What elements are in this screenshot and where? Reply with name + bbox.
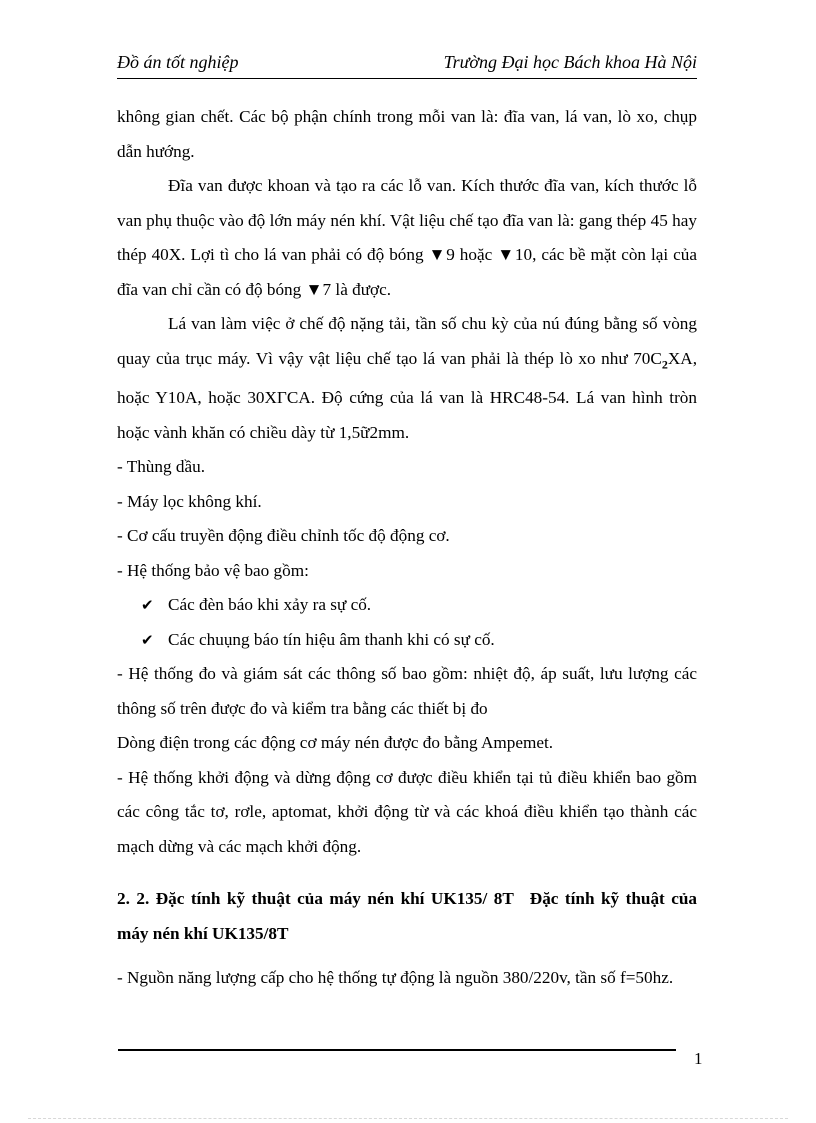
checkmark-icon: ✔ bbox=[141, 596, 154, 615]
list-item-air-filter: - Máy lọc không khí. bbox=[117, 491, 262, 511]
section-heading-part-a: 2. 2. Đặc tính kỹ thuật của máy nén khí UK135/ 8T bbox=[117, 889, 514, 909]
list-item-monitoring-system: - Hệ thống đo và giám sát các thông số bao gồm: nhiệt độ, áp suất, lưu lượng các thông số trên được đo và kiểm tra bằng các thiết bị đo bbox=[117, 664, 697, 718]
paragraph-valve-parts: không gian chết. Các bộ phận chính trong mỗi van là: đĩa van, lá van, lò xo, chụp dẫn hướng. bbox=[117, 107, 697, 161]
list-item-protection-system: - Hệ thống bảo vệ bao gồm: bbox=[117, 560, 309, 580]
check-item-warning-lights bbox=[117, 588, 697, 623]
valve-leaf-text-b: XA, hoặc Y10A, hoặc 30XΓCA. Độ cứng của lá van là HRC48-54. Lá van hình tròn hoặc vành khăn có chiều dày từ 1,5ữ2mm. bbox=[117, 348, 697, 442]
paragraph-current-measurement: Dòng điện trong các động cơ máy nén được đo bằng Ampemet. bbox=[117, 733, 554, 753]
header-university-name: Trường Đại học Bách khoa Hà Nội bbox=[443, 52, 697, 72]
section-heading bbox=[117, 882, 697, 951]
checkmark-icon: ✔ bbox=[141, 630, 154, 649]
footer-divider bbox=[118, 1049, 676, 1051]
list-item-speed-control: - Cơ cấu truyền động điều chỉnh tốc độ động cơ. bbox=[117, 526, 450, 546]
section-heading-part-b: Đặc tính kỹ thuật của máy nén khí UK135/8T bbox=[117, 889, 698, 943]
paragraph-valve-leaf bbox=[117, 307, 697, 450]
subscript-2: 2 bbox=[661, 356, 668, 371]
page-number: 1 bbox=[694, 1049, 703, 1068]
paragraph-valve-disc: Đĩa van được khoan và tạo ra các lỗ van. Kích thước đĩa van, kích thước lỗ van phụ thuộc vào độ lớn máy nén khí. Vật liệu chế tạo đĩa van là: gang thép 45 hay thép 40X. Lợi tì cho lá van phải có độ bóng ▼9 hoặc ▼10, các bề mặt còn lại của đĩa van chỉ cần có độ bóng ▼7 là được. bbox=[117, 176, 697, 299]
list-item-power-supply: - Nguồn năng lượng cấp cho hệ thống tự động là nguồn 380/220v, tần số f=50hz. bbox=[117, 968, 674, 988]
valve-leaf-text-a: Lá van làm việc ở chế độ nặng tải, tần số chu kỳ của nú đúng bằng số vòng quay của trục máy. Vì vậy vật liệu chế tạo lá van phải là thép lò xo như 70C bbox=[117, 314, 697, 368]
page-boundary-dashed-line bbox=[28, 1118, 788, 1119]
list-item-start-stop-system: - Hệ thống khởi động và dừng động cơ được điều khiển tại tủ điều khiển bao gồm các công tắc tơ, rơle, aptomat, khởi động từ và các khoá điều khiển tạo thành các mạch dừng và các mạch khởi động. bbox=[117, 767, 697, 856]
page-header bbox=[117, 52, 697, 79]
check-item-text: Các chuụng báo tín hiệu âm thanh khi có sự cố. bbox=[168, 629, 495, 649]
check-item-alarm-bells bbox=[117, 623, 697, 658]
document-body bbox=[117, 100, 697, 996]
check-item-text: Các đèn báo khi xảy ra sự cố. bbox=[168, 595, 372, 615]
header-document-title: Đồ án tốt nghiệp bbox=[117, 52, 239, 72]
list-item-oil-tank: - Thùng dầu. bbox=[117, 457, 205, 477]
